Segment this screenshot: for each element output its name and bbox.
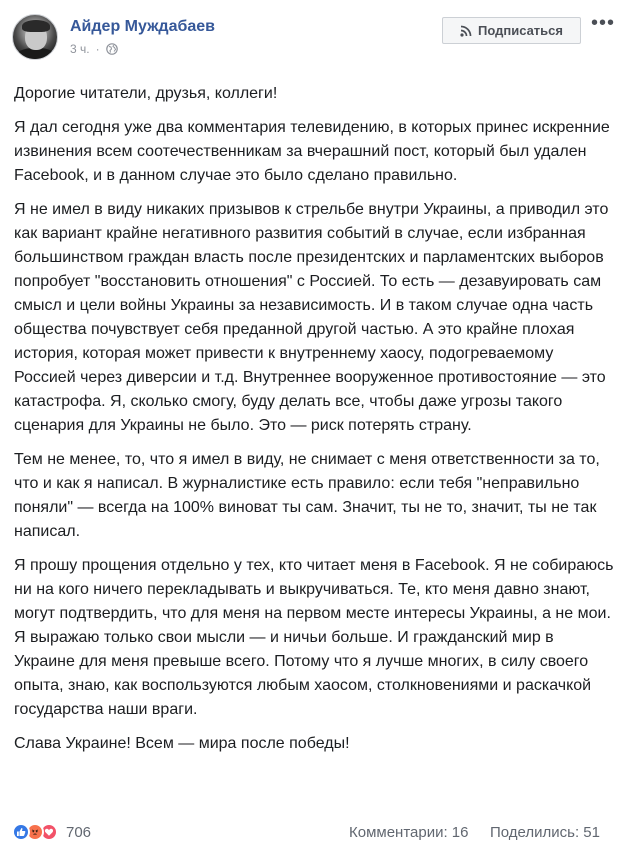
subscribe-label: Подписаться [477, 23, 563, 38]
post-paragraph: Слава Украине! Всем — мира после победы! [14, 735, 350, 752]
more-options-button[interactable]: ••• [591, 12, 616, 34]
post-header [0, 0, 623, 68]
post-paragraph: Дорогие читатели, друзья, коллеги! [14, 85, 278, 102]
rss-icon [460, 25, 472, 37]
post-paragraph: Тем не менее, то, что я имел в виду, не снимает с меня ответственности за то, что и как я написал. В журналистике есть правило: если тебя "неправильно поняли" — всегда на 100% виноват ты сам. Значит, ты не то, значит, ты не так написал. [14, 451, 600, 540]
reaction-count: 706 [66, 823, 92, 841]
globe-icon [106, 43, 118, 55]
post-paragraph: Я не имел в виду никаких призывов к стрельбе внутри Украины, а приводил это как вариант крайне негативного развития событий в случае, если избранная большинством граждан власть после президентских и парламентских выборов попробует "восстановить отношения" с Россией. То есть — дезавуировать сам смысл и цели войны Украины за независимость. И в таком случае одна часть общества почувствует себя преданной другой частью. А это крайне плохая история, которая может привести к внутреннему хаосу, подогреваемому Россией через диверсии и т.д. Внутреннее вооруженное противостояние — это катастрофа. Я, сколько смогу, буду делать все, чтобы даже угрозы такого сценария для Украины не было. Это — риск потерять страну. [14, 201, 609, 434]
post-meta [70, 42, 118, 56]
dot-separator: · [95, 42, 100, 56]
post-footer [0, 820, 623, 850]
subscribe-button[interactable] [442, 17, 581, 44]
post-paragraph: Я прошу прощения отдельно у тех, кто читает меня в Facebook. Я не собираюсь ни на кого ничего перекладывать и выкручиваться. Те, кто меня давно знают, могут подтвердить, что для меня на первом месте интересы Украины, а не мои. Я выражаю только свои мысли — и ничьи больше. И гражданский мир в Украине для меня превыше всего. Потому что я лучше многих, в силу своего опыта, знаю, как воспользуются любым хаосом, столкновениями и раскачкой государства наши враги. [14, 557, 614, 718]
author-avatar[interactable] [12, 14, 58, 60]
post-body [14, 82, 614, 766]
author-name[interactable]: Айдер Муждабаев [70, 18, 215, 35]
shares-link[interactable]: Поделились: 51 [490, 824, 600, 841]
reactions-summary[interactable] [12, 823, 91, 841]
like-reaction-icon [12, 823, 30, 841]
post-time[interactable]: 3 ч. [70, 42, 90, 56]
comments-link[interactable]: Комментарии: 16 [349, 824, 469, 841]
post-paragraph: Я дал сегодня уже два комментария телевидению, в которых принес искренние извинения всем соотечественникам за вчерашний пост, который был удален Facebook, и в данном случае это было сделано правильно. [14, 119, 610, 184]
